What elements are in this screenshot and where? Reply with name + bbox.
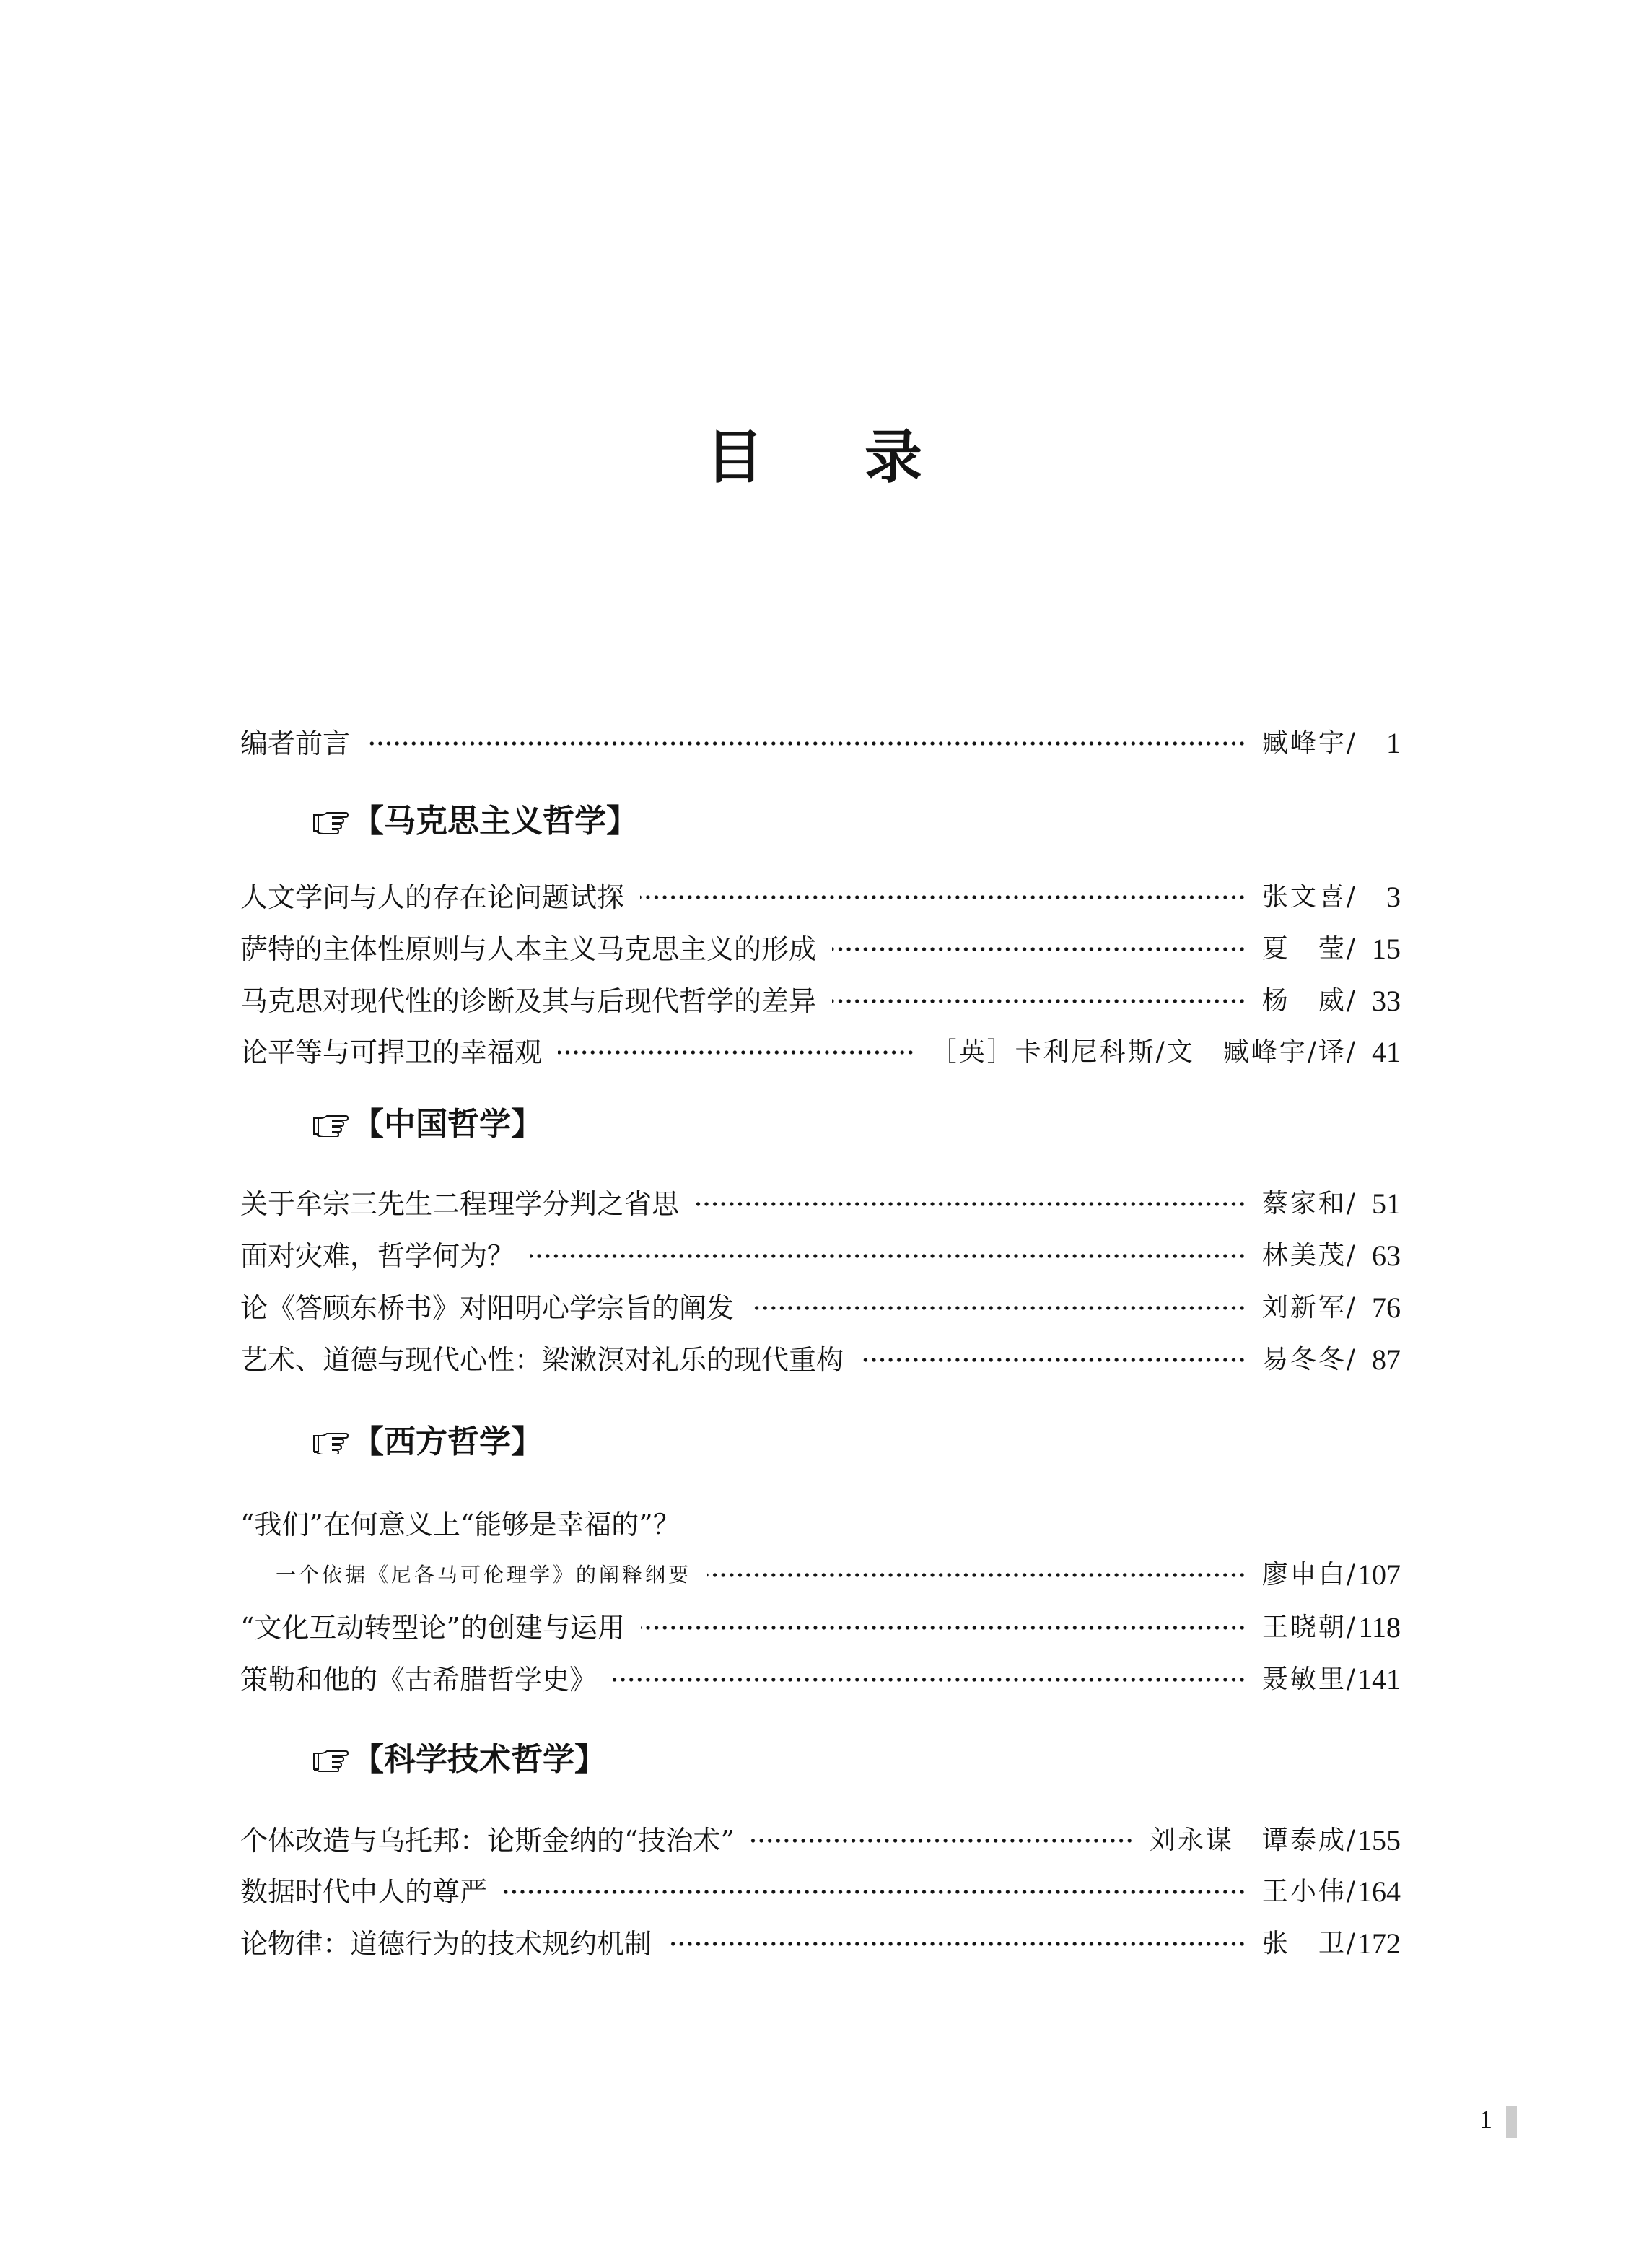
toc-entry[interactable] bbox=[240, 929, 1401, 969]
section-heading-label: 【科学技术哲学】 bbox=[352, 1741, 606, 1778]
entry-title: “我们”在何意义上“能够是幸福的”？ bbox=[240, 1509, 680, 1540]
pointing-hand-icon bbox=[312, 1430, 349, 1454]
dot-leader bbox=[613, 1659, 1246, 1700]
dot-leader bbox=[707, 1555, 1246, 1595]
entry-author: 臧峰宇/ bbox=[1261, 728, 1357, 758]
entry-author: 林美茂/ bbox=[1261, 1241, 1357, 1270]
entry-author: 聂敏里/ bbox=[1261, 1665, 1357, 1694]
entry-title: 数据时代中人的尊严 bbox=[240, 1876, 488, 1908]
entry-author: 王小伟/ bbox=[1261, 1877, 1357, 1906]
entry-page: 172 bbox=[1357, 1927, 1401, 1960]
section-heading-label: 【马克思主义哲学】 bbox=[352, 803, 638, 839]
entry-author: 夏 莹/ bbox=[1261, 934, 1357, 964]
page-edge-marker bbox=[1506, 2106, 1517, 2138]
entry-page: 3 bbox=[1386, 881, 1401, 913]
dot-leader bbox=[366, 723, 1246, 764]
entry-author: ［英］卡利尼科斯/文 臧峰宇/译/ bbox=[930, 1037, 1357, 1067]
section-heading-western-philosophy bbox=[312, 1419, 543, 1465]
dot-leader bbox=[641, 1608, 1246, 1648]
title-char-1: 目 bbox=[706, 423, 763, 491]
entry-title: 个体改造与乌托邦：论斯金纳的“技治术” bbox=[240, 1825, 735, 1857]
entry-title: 论平等与可捍卫的幸福观 bbox=[240, 1037, 543, 1068]
toc-entry[interactable] bbox=[240, 1608, 1401, 1648]
entry-author: 刘新军/ bbox=[1261, 1293, 1357, 1322]
entry-page: 63 bbox=[1372, 1239, 1401, 1272]
entry-author: 易冬冬/ bbox=[1261, 1345, 1357, 1374]
section-heading-philosophy-of-science-and-technology bbox=[312, 1737, 606, 1783]
entry-page: 141 bbox=[1357, 1663, 1401, 1696]
entry-title: 关于牟宗三先生二程理学分判之省思 bbox=[240, 1188, 680, 1220]
entry-title: 马克思对现代性的诊断及其与后现代哲学的差异 bbox=[240, 985, 817, 1017]
entry-title: “文化互动转型论”的创建与运用 bbox=[240, 1612, 625, 1644]
pointing-hand-icon bbox=[312, 809, 349, 834]
entry-title: 人文学问与人的存在论问题试探 bbox=[240, 881, 625, 913]
toc-entry[interactable] bbox=[240, 981, 1401, 1021]
toc-entry[interactable] bbox=[240, 1032, 1401, 1073]
toc-entry[interactable] bbox=[240, 1659, 1401, 1700]
entry-author: 廖申白/ bbox=[1261, 1560, 1357, 1589]
entry-page: 41 bbox=[1372, 1036, 1401, 1068]
dot-leader bbox=[640, 877, 1246, 917]
dot-leader bbox=[832, 929, 1246, 969]
entry-author: 张文喜/ bbox=[1261, 882, 1357, 912]
entry-title: 萨特的主体性原则与人本主义马克思主义的形成 bbox=[240, 933, 817, 965]
entry-page: 1 bbox=[1386, 727, 1401, 759]
entry-page: 155 bbox=[1357, 1824, 1401, 1857]
entry-author: 张 卫/ bbox=[1261, 1929, 1357, 1958]
toc-entry[interactable] bbox=[240, 1924, 1401, 1964]
entry-page: 76 bbox=[1372, 1291, 1401, 1324]
dot-leader bbox=[530, 1236, 1246, 1276]
entry-title: 论物律：道德行为的技术规约机制 bbox=[240, 1928, 652, 1960]
entry-title: 论《答顾东桥书》对阳明心学宗旨的阐发 bbox=[240, 1292, 735, 1324]
dot-leader bbox=[832, 981, 1246, 1021]
entry-page: 87 bbox=[1372, 1343, 1401, 1376]
entry-title: 策勒和他的《古希腊哲学史》 bbox=[240, 1664, 598, 1696]
entry-author: 刘永谋 谭泰成/ bbox=[1149, 1826, 1357, 1855]
page-title bbox=[0, 424, 1628, 489]
title-char-2: 录 bbox=[865, 423, 922, 491]
toc-entry[interactable] bbox=[240, 1288, 1401, 1328]
dot-leader bbox=[859, 1340, 1246, 1380]
toc-entry[interactable] bbox=[240, 1340, 1401, 1380]
entry-page: 51 bbox=[1372, 1187, 1401, 1220]
dot-leader bbox=[668, 1924, 1246, 1964]
pointing-hand-icon bbox=[312, 1748, 349, 1772]
entry-subtitle: 一个依据《尼各马可伦理学》的阐释纲要 bbox=[276, 1563, 692, 1587]
toc-entry[interactable] bbox=[240, 1236, 1401, 1276]
toc-entry-preface[interactable] bbox=[240, 723, 1401, 764]
toc-entry[interactable] bbox=[240, 1872, 1401, 1912]
dot-leader bbox=[750, 1820, 1134, 1861]
section-heading-label: 【西方哲学】 bbox=[352, 1423, 543, 1460]
entry-page: 107 bbox=[1357, 1558, 1401, 1591]
toc-entry[interactable] bbox=[240, 1820, 1401, 1861]
toc-entry[interactable] bbox=[240, 877, 1401, 917]
dot-leader bbox=[750, 1288, 1246, 1328]
pointing-hand-icon bbox=[312, 1112, 349, 1137]
entry-page: 33 bbox=[1372, 985, 1401, 1017]
dot-leader bbox=[695, 1184, 1246, 1224]
entry-title: 编者前言 bbox=[240, 728, 351, 759]
section-heading-marxist-philosophy bbox=[312, 798, 638, 845]
entry-title: 面对灾难，哲学何为？ bbox=[240, 1240, 515, 1272]
entry-author: 蔡家和/ bbox=[1261, 1189, 1357, 1218]
entry-page: 118 bbox=[1358, 1611, 1401, 1644]
section-heading-chinese-philosophy bbox=[312, 1102, 543, 1148]
dot-leader bbox=[503, 1872, 1246, 1912]
dot-leader bbox=[558, 1032, 915, 1073]
section-heading-label: 【中国哲学】 bbox=[352, 1106, 543, 1143]
entry-page: 15 bbox=[1372, 933, 1401, 965]
toc-entry[interactable] bbox=[240, 1184, 1401, 1224]
toc-entry-title-line[interactable] bbox=[240, 1504, 1401, 1545]
entry-author: 王晓朝/ bbox=[1261, 1613, 1357, 1642]
entry-author: 杨 威/ bbox=[1261, 986, 1357, 1016]
entry-page: 164 bbox=[1357, 1875, 1401, 1908]
entry-title: 艺术、道德与现代心性：梁漱溟对礼乐的现代重构 bbox=[240, 1344, 844, 1376]
toc-entry-subtitle-line[interactable] bbox=[240, 1555, 1401, 1595]
page-number: 1 bbox=[1479, 2105, 1492, 2134]
